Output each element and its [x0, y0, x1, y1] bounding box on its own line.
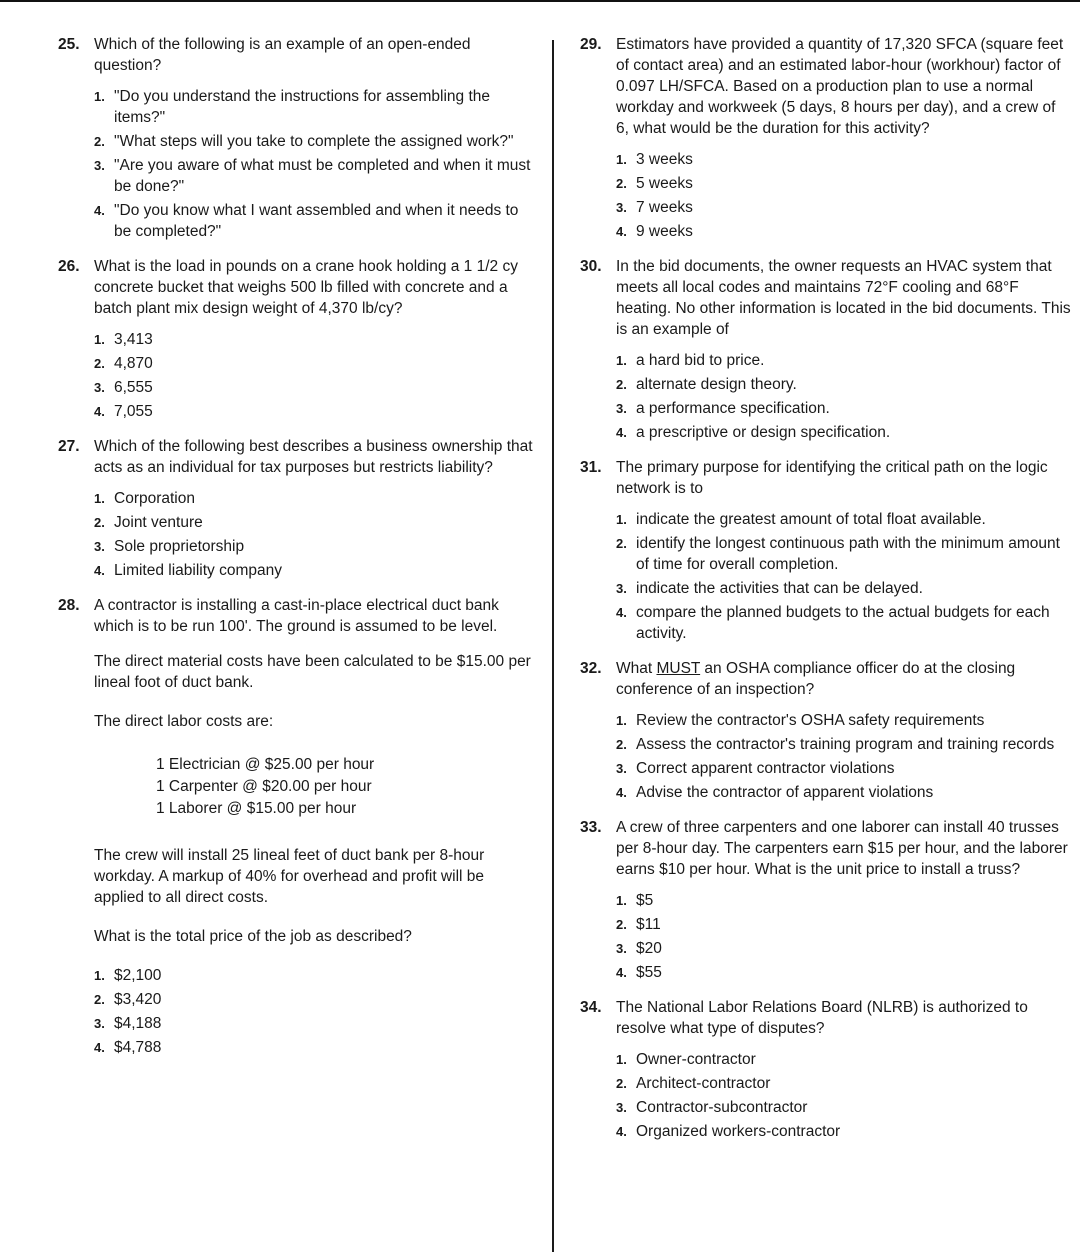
question-stem: Which of the following best describes a business ownership that acts as an individual for tax purposes but restricts liability? — [94, 438, 533, 476]
option-text: 5 weeks — [636, 175, 693, 192]
right-column — [580, 34, 1072, 1156]
option-number: 1. — [616, 713, 627, 728]
option-number: 1. — [616, 893, 627, 908]
question-stem: Estimators have provided a quantity of 17,320 SFCA (square feet of contact area) and an estimated labor-hour (workhour) factor of 0.097 LH/SFCA. Based on a production plan to use a normal workday and workweek (5 days, 8 hours per day), and a crew of 6, what would be the duration for this activity? — [616, 36, 1064, 137]
answer-option[interactable] — [616, 1073, 1072, 1094]
option-text: a prescriptive or design specification. — [636, 424, 891, 441]
option-text: Owner-contractor — [636, 1051, 756, 1068]
option-text: $20 — [636, 940, 662, 957]
answer-option[interactable] — [616, 782, 1072, 803]
question-stem: What is the load in pounds on a crane hook holding a 1 1/2 cy concrete bucket that weighs 500 lb filled with concrete and a batch plant mix design weight of 4,370 lb/cy? — [94, 258, 518, 317]
option-text: 3,413 — [114, 331, 153, 348]
answer-options — [94, 965, 538, 1058]
option-number: 2. — [616, 377, 627, 392]
answer-option[interactable] — [616, 509, 1072, 530]
question-number: 33. — [580, 819, 602, 836]
answer-option[interactable] — [94, 131, 538, 152]
crew-line: 1 Electrician @ $25.00 per hour — [156, 756, 375, 773]
option-text: Sole proprietorship — [114, 538, 245, 555]
option-number: 2. — [94, 356, 105, 371]
option-text: Contractor-subcontractor — [636, 1099, 808, 1116]
answer-option[interactable] — [94, 488, 538, 509]
question-number: 30. — [580, 258, 602, 275]
question-29 — [580, 34, 1072, 242]
answer-options — [616, 710, 1072, 803]
crew-line: 1 Laborer @ $15.00 per hour — [156, 800, 357, 817]
q28-crew-list — [156, 754, 538, 819]
answer-option[interactable] — [94, 377, 538, 398]
option-text: Assess the contractor's training program and training records — [636, 736, 1055, 753]
option-number: 4. — [616, 425, 627, 440]
question-26 — [58, 256, 538, 422]
option-number: 2. — [616, 536, 627, 551]
answer-option[interactable] — [616, 149, 1072, 170]
option-text: $5 — [636, 892, 654, 909]
option-number: 1. — [616, 152, 627, 167]
option-text: compare the planned budgets to the actual budgets for each activity. — [636, 604, 1050, 642]
answer-option[interactable] — [616, 1121, 1072, 1142]
top-rule — [0, 0, 1080, 2]
option-number: 4. — [616, 224, 627, 239]
option-number: 2. — [616, 176, 627, 191]
answer-option[interactable] — [94, 155, 538, 197]
answer-option[interactable] — [94, 536, 538, 557]
question-stem — [616, 658, 1072, 700]
answer-option[interactable] — [616, 914, 1072, 935]
option-text: "What steps will you take to complete the assigned work?" — [114, 133, 514, 150]
option-text: Joint venture — [114, 514, 203, 531]
option-text: 7,055 — [114, 403, 153, 420]
question-stem: A crew of three carpenters and one laborer can install 40 trusses per 8-hour day. The carpenters earn $15 per hour, and the laborer earns $10 per hour. What is the unit price to install a truss? — [616, 819, 1068, 878]
option-text: $3,420 — [114, 991, 162, 1008]
stem-text: an OSHA compliance officer do at the closing conference of an inspection? — [616, 660, 1016, 698]
option-number: 4. — [616, 1124, 627, 1139]
option-number: 3. — [94, 1016, 105, 1031]
option-text: Organized workers-contractor — [636, 1123, 841, 1140]
option-text: Advise the contractor of apparent violations — [636, 784, 934, 801]
stem-emphasis: MUST — [656, 660, 701, 677]
question-number: 28. — [58, 597, 80, 614]
option-text: "Are you aware of what must be completed and when it must be done?" — [114, 157, 531, 195]
option-number: 4. — [94, 203, 105, 218]
answer-option[interactable] — [616, 602, 1072, 644]
question-30 — [580, 256, 1072, 443]
column-divider — [552, 40, 554, 1252]
option-number: 4. — [616, 965, 627, 980]
q28-production-markup: The crew will install 25 lineal feet of duct bank per 8-hour workday. A markup of 40% for overhead and profit will be applied to all direct costs. — [94, 847, 485, 906]
answer-option[interactable] — [94, 1037, 538, 1058]
option-text: "Do you know what I want assembled and when it needs to be completed?" — [114, 202, 519, 240]
option-text: 6,555 — [114, 379, 153, 396]
option-number: 2. — [94, 515, 105, 530]
question-31 — [580, 457, 1072, 644]
option-text: "Do you understand the instructions for assembling the items?" — [114, 88, 490, 126]
answer-option[interactable] — [616, 1097, 1072, 1118]
question-number: 34. — [580, 999, 602, 1016]
answer-options — [616, 509, 1072, 644]
option-number: 1. — [94, 968, 105, 983]
crew-line: 1 Carpenter @ $20.00 per hour — [156, 778, 372, 795]
question-number: 26. — [58, 258, 80, 275]
question-33 — [580, 817, 1072, 983]
option-number: 1. — [616, 1052, 627, 1067]
question-number: 31. — [580, 459, 602, 476]
option-number: 3. — [616, 1100, 627, 1115]
option-text: $55 — [636, 964, 662, 981]
option-text: alternate design theory. — [636, 376, 797, 393]
option-text: $4,788 — [114, 1039, 162, 1056]
answer-option[interactable] — [616, 221, 1072, 242]
answer-option[interactable] — [616, 938, 1072, 959]
answer-option[interactable] — [94, 401, 538, 422]
question-stem: In the bid documents, the owner requests an HVAC system that meets all local codes and maintains 72°F cooling and 68°F heating. No other information is located in the bid documents. This is an example of — [616, 258, 1071, 338]
q28-labor-costs-intro: The direct labor costs are: — [94, 713, 274, 730]
option-number: 3. — [616, 581, 627, 596]
answer-option[interactable] — [94, 353, 538, 374]
option-number: 2. — [616, 917, 627, 932]
question-28 — [58, 595, 538, 1058]
option-number: 1. — [94, 332, 105, 347]
answer-option[interactable] — [616, 398, 1072, 419]
answer-option[interactable] — [616, 422, 1072, 443]
answer-option[interactable] — [94, 965, 538, 986]
answer-option[interactable] — [616, 710, 1072, 731]
option-text: Architect-contractor — [636, 1075, 771, 1092]
q28-question: What is the total price of the job as described? — [94, 928, 412, 945]
option-number: 3. — [616, 941, 627, 956]
question-32 — [580, 658, 1072, 803]
answer-option[interactable] — [616, 533, 1072, 575]
option-number: 1. — [616, 512, 627, 527]
question-stem: Which of the following is an example of an open-ended question? — [94, 36, 471, 74]
option-text: Correct apparent contractor violations — [636, 760, 895, 777]
answer-option[interactable] — [616, 350, 1072, 371]
answer-option[interactable] — [616, 962, 1072, 983]
option-number: 3. — [616, 401, 627, 416]
answer-options — [616, 890, 1072, 983]
answer-options — [616, 1049, 1072, 1142]
answer-options — [94, 329, 538, 422]
option-number: 3. — [94, 539, 105, 554]
option-text: Review the contractor's OSHA safety requirements — [636, 712, 985, 729]
option-number: 3. — [94, 158, 105, 173]
option-text: a performance specification. — [636, 400, 830, 417]
option-text: Corporation — [114, 490, 195, 507]
option-text: $4,188 — [114, 1015, 162, 1032]
option-text: 3 weeks — [636, 151, 693, 168]
option-number: 2. — [616, 737, 627, 752]
question-34 — [580, 997, 1072, 1142]
option-text: identify the longest continuous path with the minimum amount of time for overall completion. — [636, 535, 1060, 573]
option-number: 4. — [94, 563, 105, 578]
option-text: $2,100 — [114, 967, 162, 984]
option-number: 2. — [94, 134, 105, 149]
option-number: 3. — [616, 200, 627, 215]
option-number: 1. — [616, 353, 627, 368]
question-stem: The primary purpose for identifying the critical path on the logic network is to — [616, 459, 1048, 497]
option-number: 3. — [94, 380, 105, 395]
answer-option[interactable] — [616, 890, 1072, 911]
left-column — [58, 34, 538, 1072]
option-number: 4. — [94, 404, 105, 419]
question-25 — [58, 34, 538, 242]
answer-options — [94, 488, 538, 581]
answer-option[interactable] — [94, 86, 538, 128]
answer-option[interactable] — [616, 374, 1072, 395]
answer-option[interactable] — [616, 758, 1072, 779]
answer-option[interactable] — [616, 734, 1072, 755]
answer-options — [616, 350, 1072, 443]
answer-option[interactable] — [94, 200, 538, 242]
option-number: 2. — [94, 992, 105, 1007]
option-number: 2. — [616, 1076, 627, 1091]
question-27 — [58, 436, 538, 581]
q28-material-costs: The direct material costs have been calculated to be $15.00 per lineal foot of duct bank. — [94, 653, 531, 691]
option-text: 4,870 — [114, 355, 153, 372]
stem-text: What — [616, 660, 657, 677]
answer-option[interactable] — [94, 512, 538, 533]
option-text: 9 weeks — [636, 223, 693, 240]
option-number: 3. — [616, 761, 627, 776]
option-text: a hard bid to price. — [636, 352, 765, 369]
option-text: Limited liability company — [114, 562, 282, 579]
option-text: $11 — [636, 916, 661, 933]
answer-option[interactable] — [616, 197, 1072, 218]
answer-options — [616, 149, 1072, 242]
question-number: 25. — [58, 36, 80, 53]
option-number: 4. — [94, 1040, 105, 1055]
option-text: 7 weeks — [636, 199, 693, 216]
question-number: 29. — [580, 36, 602, 53]
option-text: indicate the greatest amount of total float available. — [636, 511, 986, 528]
question-number: 27. — [58, 438, 80, 455]
answer-options — [94, 86, 538, 242]
answer-option[interactable] — [94, 1013, 538, 1034]
answer-option[interactable] — [94, 989, 538, 1010]
answer-option[interactable] — [616, 578, 1072, 599]
option-number: 1. — [94, 491, 105, 506]
answer-option[interactable] — [616, 1049, 1072, 1070]
question-stem: A contractor is installing a cast-in-place electrical duct bank which is to be run 100'. The ground is assumed to be level. — [94, 597, 499, 635]
question-number: 32. — [580, 660, 602, 677]
option-number: 1. — [94, 89, 105, 104]
answer-option[interactable] — [616, 173, 1072, 194]
option-text: indicate the activities that can be delayed. — [636, 580, 923, 597]
question-stem: The National Labor Relations Board (NLRB) is authorized to resolve what type of disputes? — [616, 999, 1028, 1037]
option-number: 4. — [616, 785, 627, 800]
answer-option[interactable] — [94, 329, 538, 350]
answer-option[interactable] — [94, 560, 538, 581]
option-number: 4. — [616, 605, 627, 620]
